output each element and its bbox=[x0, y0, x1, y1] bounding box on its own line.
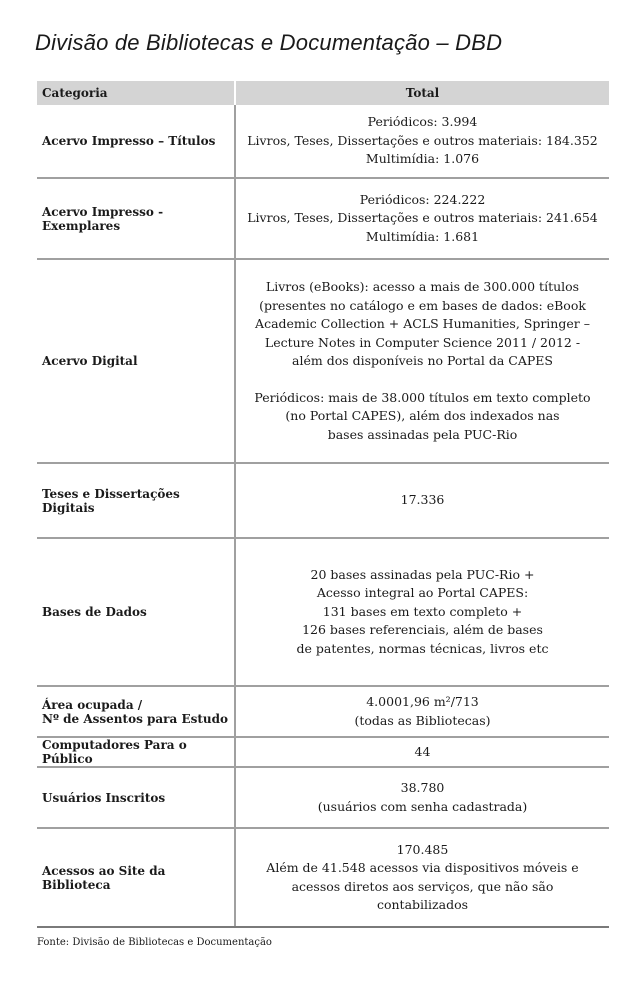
row-category: Usuários Inscritos bbox=[37, 767, 235, 828]
total-line: Livros, Teses, Dissertações e outros materiais: 184.352 bbox=[247, 132, 598, 148]
table-row bbox=[37, 259, 609, 463]
total-line: Lecture Notes in Computer Science 2011 / 2012 - bbox=[264, 334, 581, 350]
table-row bbox=[37, 737, 609, 767]
total-line: 4.0001,96 m²/713 bbox=[366, 694, 479, 709]
row-category: Bases de Dados bbox=[37, 538, 235, 686]
total-line: bases assinadas pela PUC-Rio bbox=[327, 426, 518, 442]
total-line: (no Portal CAPES), além dos indexados nas bbox=[285, 408, 560, 423]
total-line: (usuários com senha cadastrada) bbox=[317, 798, 528, 814]
total-line: Periódicos: mais de 38.000 títulos em texto completo bbox=[254, 389, 591, 405]
column-header-categoria: Categoria bbox=[37, 81, 235, 105]
table-row bbox=[37, 828, 609, 927]
total-line: Multimídia: 1.681 bbox=[365, 228, 480, 244]
total-line: acessos diretos aos serviços, que não são bbox=[291, 878, 554, 894]
source-note: Fonte: Divisão de Bibliotecas e Documentação bbox=[37, 937, 272, 948]
total-line: (presentes no catálogo e em bases de dados: eBook bbox=[259, 297, 586, 313]
row-category: Acessos ao Site da Biblioteca bbox=[37, 828, 235, 927]
total-line: 126 bases referenciais, além de bases bbox=[302, 622, 543, 638]
row-category: Acervo Digital bbox=[37, 259, 235, 463]
statistics-table bbox=[37, 81, 609, 928]
row-total bbox=[235, 737, 609, 767]
total-line: Livros, Teses, Dissertações e outros materiais: 241.654 bbox=[247, 210, 598, 226]
table-header-row bbox=[37, 81, 609, 105]
total-line: Periódicos: 224.222 bbox=[359, 191, 486, 207]
row-total bbox=[235, 767, 609, 828]
paragraph-gap bbox=[236, 371, 609, 389]
total-line: de patentes, normas técnicas, livros etc bbox=[296, 640, 549, 656]
total-line: Livros (eBooks): acesso a mais de 300.000 títulos bbox=[265, 279, 580, 294]
row-total bbox=[235, 686, 609, 737]
total-line: Periódicos: 3.994 bbox=[367, 114, 478, 130]
total-line: Além de 41.548 acessos via dispositivos móveis e bbox=[266, 860, 579, 875]
page-title: Divisão de Bibliotecas e Documentação – DBD bbox=[35, 30, 503, 55]
total-line: contabilizados bbox=[376, 897, 469, 912]
table-row bbox=[37, 767, 609, 828]
total-line: 170.485 bbox=[396, 841, 449, 857]
total-line: 38.780 bbox=[400, 780, 445, 795]
table-row bbox=[37, 538, 609, 686]
total-line: além dos disponíveis no Portal da CAPES bbox=[292, 353, 553, 368]
row-category bbox=[37, 686, 235, 737]
total-line: 17.336 bbox=[400, 492, 445, 508]
row-total bbox=[235, 828, 609, 927]
table-row bbox=[37, 178, 609, 259]
total-line: Multimídia: 1.076 bbox=[365, 151, 480, 167]
row-category: Computadores Para o Público bbox=[37, 737, 235, 767]
row-category: Acervo Impresso - Exemplares bbox=[37, 178, 235, 259]
row-total bbox=[235, 538, 609, 686]
table-row bbox=[37, 686, 609, 737]
row-total bbox=[235, 463, 609, 538]
row-category: Teses e Dissertações Digitais bbox=[37, 463, 235, 538]
column-header-total: Total bbox=[235, 81, 609, 105]
row-total bbox=[235, 105, 609, 178]
category-line: Nº de Assentos para Estudo bbox=[42, 711, 229, 726]
total-line: Acesso integral ao Portal CAPES: bbox=[316, 585, 529, 601]
row-total bbox=[235, 178, 609, 259]
table-row bbox=[37, 105, 609, 178]
total-line: 131 bases em texto completo + bbox=[322, 603, 523, 619]
total-line: 44 bbox=[414, 743, 431, 759]
row-category: Acervo Impresso – Títulos bbox=[37, 105, 235, 178]
total-line: (todas as Bibliotecas) bbox=[354, 712, 491, 728]
table-row bbox=[37, 463, 609, 538]
total-line: 20 bases assinadas pela PUC-Rio + bbox=[310, 566, 535, 582]
row-total bbox=[235, 259, 609, 463]
category-line: Área ocupada / bbox=[42, 697, 143, 712]
total-line: Academic Collection + ACLS Humanities, Springer – bbox=[255, 316, 590, 331]
